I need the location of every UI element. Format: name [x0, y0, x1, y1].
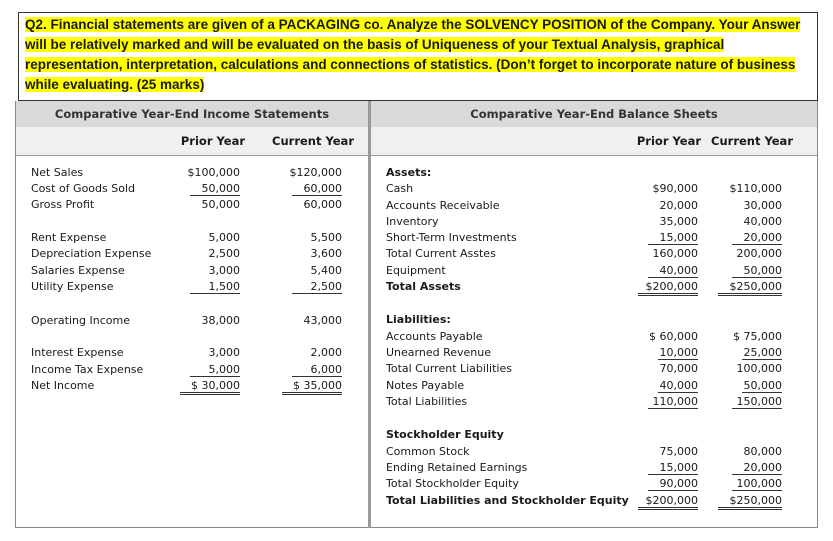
- balance-current-value: 200,000: [736, 247, 782, 260]
- balance-prior-value: 160,000: [652, 247, 698, 260]
- income-prior-value: 50,000: [190, 182, 240, 196]
- balance-label: Short-Term Investments: [386, 231, 517, 244]
- income-prior-value: 5,000: [208, 231, 240, 244]
- balance-prior-value: 15,000: [648, 231, 698, 245]
- balance-label: Accounts Payable: [386, 330, 483, 343]
- income-current-value: 3,600: [310, 247, 342, 260]
- balance-prior-value: 15,000: [648, 461, 698, 475]
- income-current-value: 60,000: [303, 198, 342, 211]
- balance-label: Total Stockholder Equity: [386, 477, 519, 490]
- income-prior-value: 3,000: [208, 346, 240, 359]
- income-label: Net Income: [31, 379, 95, 392]
- income-label: Rent Expense: [31, 231, 107, 244]
- balance-label: Inventory: [386, 215, 439, 228]
- income-current-value: 5,400: [310, 264, 342, 277]
- income-current-value: 60,000: [292, 182, 342, 196]
- question-box: [18, 12, 818, 101]
- balance-label: Common Stock: [386, 445, 470, 458]
- balance-label: Total Current Liabilities: [386, 362, 512, 375]
- balance-prior-value: 20,000: [659, 199, 698, 212]
- income-label: Operating Income: [31, 314, 130, 327]
- income-prior-value: 50,000: [201, 198, 240, 211]
- balance-col-prior: Prior Year: [636, 134, 701, 148]
- balance-label: Notes Payable: [386, 379, 465, 392]
- income-prior-value: 3,000: [208, 264, 240, 277]
- income-prior-value: 2,500: [208, 247, 240, 260]
- income-prior-value: 38,000: [201, 314, 240, 327]
- income-label: Income Tax Expense: [31, 363, 144, 376]
- balance-prior-value: 40,000: [659, 379, 698, 392]
- balance-title: Comparative Year-End Balance Sheets: [371, 101, 817, 127]
- balance-current-value: 100,000: [736, 362, 782, 375]
- income-current-value: 43,000: [303, 314, 342, 327]
- income-label: Utility Expense: [31, 280, 114, 293]
- income-prior-value: $ 30,000: [180, 379, 240, 395]
- balance-current-value: 40,000: [743, 215, 782, 228]
- income-current-value: 2,000: [310, 346, 342, 359]
- income-current-value: 6,000: [292, 363, 342, 377]
- income-header-rule: [16, 155, 368, 156]
- balance-prior-value: $90,000: [652, 182, 698, 195]
- balance-prior-value: 110,000: [648, 395, 698, 409]
- balance-current-value: 50,000: [743, 379, 782, 392]
- balance-current-value: 50,000: [732, 264, 782, 278]
- income-prior-value: 5,000: [190, 363, 240, 377]
- balance-section-title: Liabilities:: [386, 313, 451, 326]
- balance-prior-value: 90,000: [648, 477, 698, 491]
- balance-current-value: 80,000: [743, 445, 782, 458]
- balance-label: Accounts Receivable: [386, 199, 500, 212]
- balance-label: Cash: [386, 182, 414, 195]
- income-label: Cost of Goods Sold: [31, 182, 135, 195]
- balance-current-value: 100,000: [732, 477, 782, 491]
- balance-prior-value: $200,000: [638, 494, 698, 510]
- balance-prior-value: $200,000: [638, 280, 698, 296]
- balance-current-value: 20,000: [732, 461, 782, 475]
- balance-prior-value: 10,000: [659, 346, 698, 359]
- income-col-current: Current Year: [272, 134, 354, 148]
- income-label: Gross Profit: [31, 198, 95, 211]
- balance-label: Unearned Revenue: [386, 346, 491, 359]
- income-label: Salaries Expense: [31, 264, 125, 277]
- column-divider: [368, 101, 371, 528]
- balance-prior-value: 35,000: [659, 215, 698, 228]
- balance-prior-value: $ 60,000: [649, 330, 698, 343]
- balance-current-value: 20,000: [732, 231, 782, 245]
- question-text: Q2. Financial statements are given of a PACKAGING co. Analyze the SOLVENCY POSITION of the Company. Your Answer will be relatively marked and will be evaluated on the basis of Uniqueness of your Textual Analysis, graphical representation, interpretation, calculations and connections of statistics. (Don’t forget to incorporate nature of business while evaluating. (25 marks): [25, 17, 801, 92]
- balance-col-current: Current Year: [711, 134, 793, 148]
- balance-section-title: Assets:: [386, 166, 432, 179]
- balance-label: Equipment: [386, 264, 446, 277]
- income-label: Net Sales: [31, 166, 84, 179]
- balance-current-value: 25,000: [743, 346, 782, 359]
- income-label: Interest Expense: [31, 346, 124, 359]
- balance-label: Total Current Asstes: [386, 247, 496, 260]
- balance-current-value: $110,000: [729, 182, 782, 195]
- income-current-value: 2,500: [292, 280, 342, 294]
- balance-current-value: $ 75,000: [733, 330, 782, 343]
- balance-label: Total Liabilities and Stockholder Equity: [386, 494, 629, 507]
- balance-label: Total Assets: [386, 280, 461, 293]
- balance-current-value: $250,000: [718, 280, 782, 296]
- balance-current-value: 30,000: [743, 199, 782, 212]
- balance-current-value: $250,000: [718, 494, 782, 510]
- income-label: Depreciation Expense: [31, 247, 152, 260]
- balance-label: Ending Retained Earnings: [386, 461, 528, 474]
- balance-prior-value: 75,000: [659, 445, 698, 458]
- balance-prior-value: 70,000: [659, 362, 698, 375]
- income-col-prior: Prior Year: [180, 134, 245, 148]
- income-current-value: $ 35,000: [282, 379, 342, 395]
- balance-prior-value: 40,000: [648, 264, 698, 278]
- income-title: Comparative Year-End Income Statements: [16, 101, 368, 127]
- balance-section-title: Stockholder Equity: [386, 428, 504, 441]
- balance-current-value: 150,000: [732, 395, 782, 409]
- income-prior-value: $100,000: [187, 166, 240, 179]
- income-current-value: $120,000: [289, 166, 342, 179]
- income-prior-value: 1,500: [190, 280, 240, 294]
- income-current-value: 5,500: [310, 231, 342, 244]
- balance-label: Total Liabilities: [386, 395, 468, 408]
- balance-header-rule: [371, 155, 817, 156]
